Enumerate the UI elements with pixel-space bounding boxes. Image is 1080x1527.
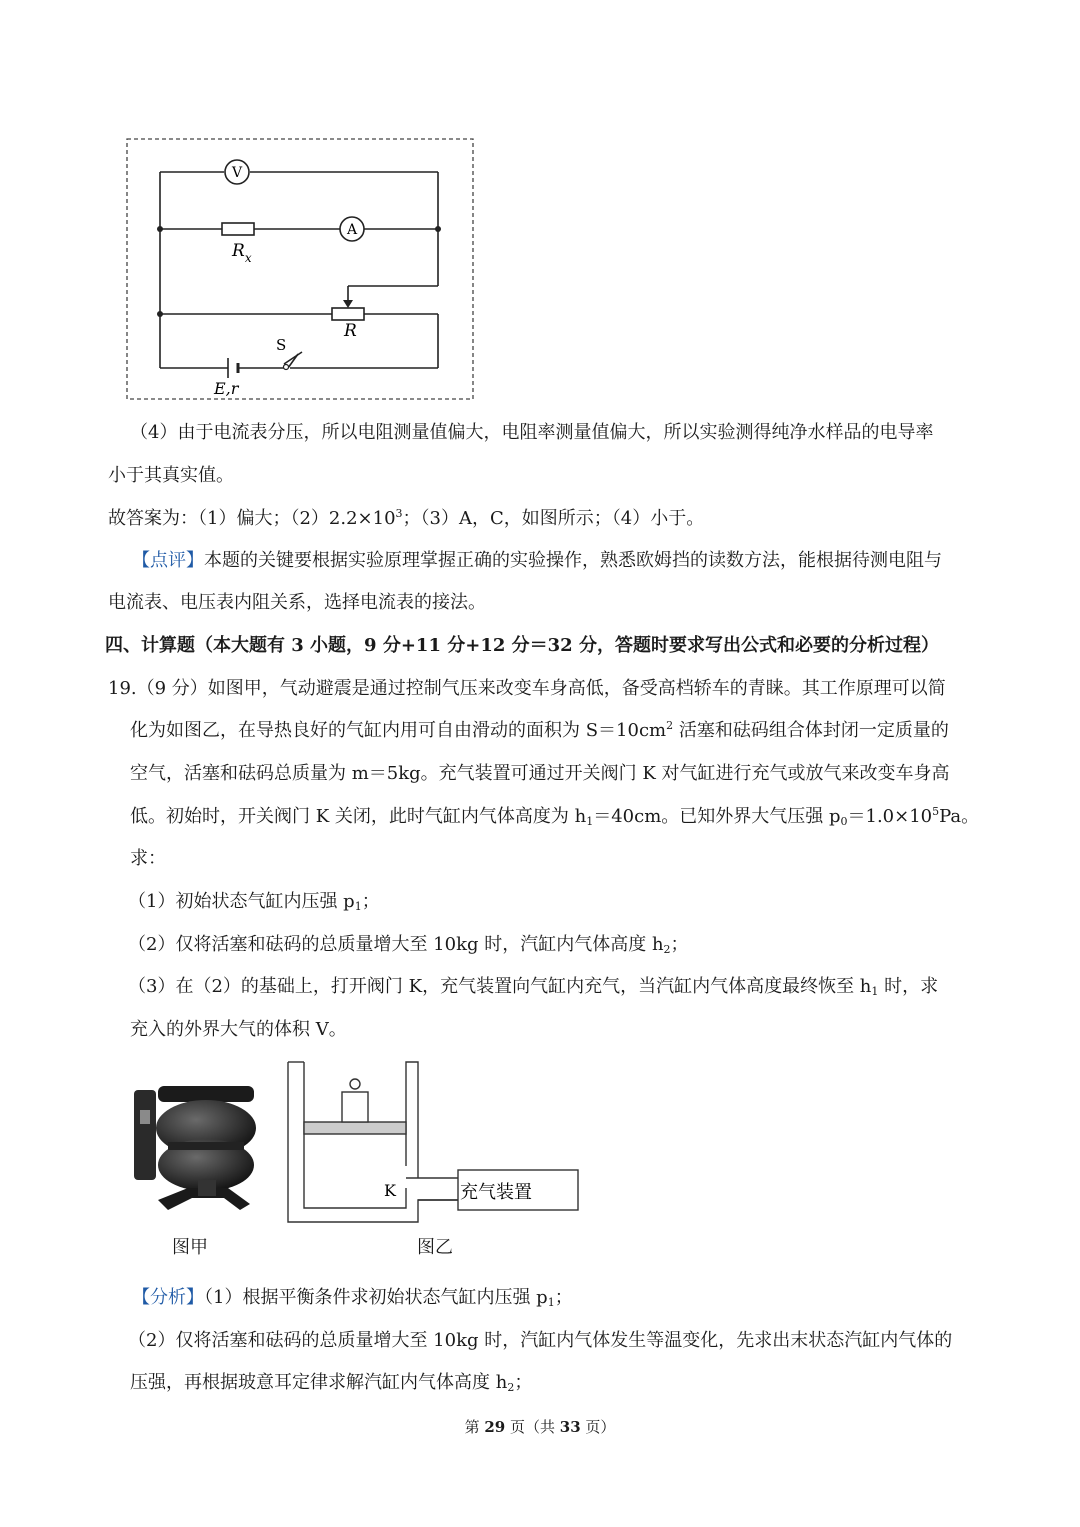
piston bbox=[304, 1122, 406, 1134]
figure-jia-caption: 图甲 bbox=[172, 1237, 208, 1258]
review-line1: 【点评】本题的关键要根据实验原理掌握正确的实验操作，熟悉欧姆挡的读数方法，能根据待测电阻与 bbox=[132, 550, 942, 571]
battery-icon bbox=[228, 358, 238, 378]
junction-dot bbox=[157, 311, 163, 317]
figure-jia-air-spring bbox=[128, 1080, 258, 1220]
rheostat-icon bbox=[332, 308, 364, 320]
section-heading: 四、计算题（本大题有 3 小题，9 分+11 分+12 分＝32 分，答题时要求写出公式和必要的分析过程） bbox=[105, 635, 939, 656]
sub-question-1: （1）初始状态气缸内压强 $p_1$； bbox=[128, 891, 380, 913]
resistor-rx-icon bbox=[222, 223, 254, 235]
sub-question-2: （2）仅将活塞和砝码的总质量增大至 10kg 时，汽缸内气体高度 $h_2$； bbox=[128, 934, 689, 956]
page-footer: 第 29 页（共 33 页） bbox=[464, 1418, 616, 1436]
inflation-device-label: 充气装置 bbox=[460, 1182, 532, 1203]
figure-yi-caption: 图乙 bbox=[417, 1237, 453, 1258]
rheostat-label: R bbox=[344, 321, 357, 341]
analysis-line1: 【分析】（1）根据平衡条件求初始状态气缸内压强 $p_1$； bbox=[132, 1287, 573, 1309]
q19-line3: 空气，活塞和砝码总质量为 m＝5kg。充气装置可通过开关阀门 K 对气缸进行充气或放气来改变车身高 bbox=[130, 763, 950, 784]
voltmeter-label: V bbox=[231, 165, 243, 181]
q19-line1: 19.（9 分）如图甲，气动避震是通过控制气压来改变车身高低，备受高档轿车的青睐。其工作原理可以简 bbox=[108, 678, 946, 699]
paragraph-4-line2: 小于其真实值。 bbox=[108, 465, 234, 486]
paragraph-4-line1: （4）由于电流表分压，所以电阻测量值偏大，电阻率测量值偏大，所以实验测得纯净水样品的电导率 bbox=[130, 422, 934, 443]
junction-dot bbox=[157, 226, 163, 232]
review-line2: 电流表、电压表内阻关系，选择电流表的接法。 bbox=[108, 592, 486, 613]
answer-line: 故答案为：（1）偏大；$(2)2.2\times 10^3$；（3）A，C，如图所示；（4）小于。 bbox=[108, 507, 705, 529]
slider-arrow-icon bbox=[343, 300, 353, 308]
q19-line4: 低。初始时，开关阀门 K 关闭，此时气缸内气体高度为 $h_1=40cm$。已知外界大气压强 $p_0=1.0\times 10^5Pa$。 bbox=[130, 805, 980, 828]
analysis-line2: （2）仅将活塞和砝码的总质量增大至 10kg 时，汽缸内气体发生等温变化，先求出末状态汽缸内气体的 bbox=[128, 1330, 953, 1351]
circuit-diagram bbox=[126, 138, 476, 402]
review-tag: 【点评】 bbox=[132, 550, 204, 571]
switch-label: S bbox=[276, 336, 287, 354]
junction-dot bbox=[435, 226, 441, 232]
weight-icon bbox=[342, 1079, 368, 1122]
rx-label: $R_x$ bbox=[232, 241, 252, 265]
ammeter-label: A bbox=[346, 222, 358, 238]
q19-line5: 求： bbox=[130, 848, 166, 869]
sub-question-3-cont: 充入的外界大气的体积 V。 bbox=[130, 1019, 347, 1040]
analysis-tag: 【分析】 bbox=[132, 1287, 204, 1308]
sub-question-3: （3）在（2）的基础上，打开阀门 K，充气装置向气缸内充气，当汽缸内气体高度最终恢至 $h_1$ 时，求 bbox=[128, 976, 939, 998]
figure-yi-cylinder-diagram bbox=[282, 1058, 582, 1226]
battery-label: E,r bbox=[214, 379, 239, 398]
valve-k-label: K bbox=[384, 1181, 396, 1200]
q19-line2: 化为如图乙，在导热良好的气缸内用可自由滑动的面积为 $S=10cm^2$ 活塞和砝码组合体封闭一定质量的 bbox=[130, 719, 949, 741]
analysis-line3: 压强，再根据玻意耳定律求解汽缸内气体高度 $h_2$； bbox=[130, 1372, 533, 1394]
